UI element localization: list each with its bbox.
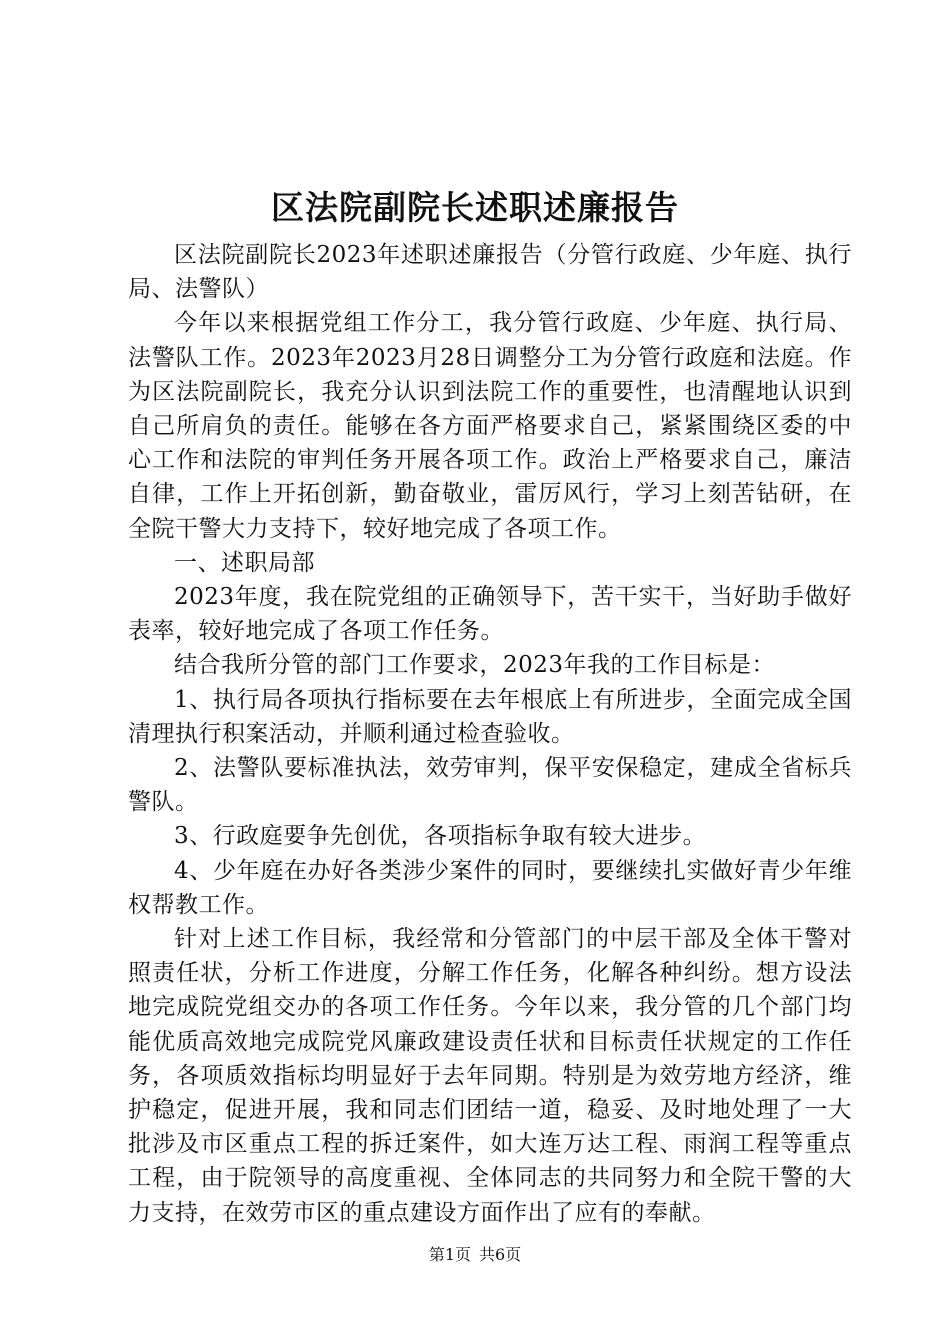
paragraph: 区法院副院长2023年述职述廉报告（分管行政庭、少年庭、执行局、法警队） <box>128 242 852 303</box>
list-item: 2、法警队要标准执法，效劳审判，保平安保稳定，建成全省标兵警队。 <box>128 755 852 816</box>
paragraph: 2023年度，我在院党组的正确领导下，苦干实干，当好助手做好表率，较好地完成了各项工作任务。 <box>128 584 852 645</box>
paragraph: 结合我所分管的部门工作要求，2023年我的工作目标是： <box>174 652 776 679</box>
list-item: 4、少年庭在办好各类涉少案件的同时，要继续扎实做好青少年维权帮教工作。 <box>128 857 852 918</box>
section-heading: 一、述职局部 <box>174 549 315 576</box>
document-title: 区法院副院长述职述廉报告 <box>271 188 679 227</box>
list-item: 1、执行局各项执行指标要在去年根底上有所进步，全面完成全国清理执行积案活动，并顺利通过检查验收。 <box>128 686 852 747</box>
paragraph: 针对上述工作目标，我经常和分管部门的中层干部及全体干警对照责任状，分析工作进度，分解工作任务，化解各种纠纷。想方设法地完成院党组交办的各项工作任务。今年以来，我分管的几个部门均能优质高效地完成院党风廉政建设责任状和目标责任状规定的工作任务，各项质效指标均明显好于去年同期。特别是为效劳地方经济，维护稳定，促进开展，我和同志们团结一道，稳妥、及时地处理了一大批涉及市区重点工程的拆迁案件，如大连万达工程、雨润工程等重点工程，由于院领导的高度重视、全体同志的共同努力和全院干警的大力支持，在效劳市区的重点建设方面作出了应有的奉献。 <box>128 926 852 1226</box>
page-footer <box>0 1244 950 1266</box>
list-item: 3、行政庭要争先创优，各项指标争取有较大进步。 <box>174 823 707 850</box>
paragraph: 今年以来根据党组工作分工，我分管行政庭、少年庭、执行局、法警队工作。2023年2023月28日调整分工为分管行政庭和法庭。作为区法院副院长，我充分认识到法院工作的重要性，也清醒地认识到自己所肩负的责任。能够在各方面严格要求自己，紧紧围绕区委的中心工作和法院的审判任务开展各项工作。政治上严格要求自己，廉洁自律，工作上开拓创新，勤奋敬业，雷厉风行，学习上刻苦钻研，在全院干警大力支持下，较好地完成了各项工作。 <box>128 310 852 542</box>
page-total: 共6页 <box>479 1245 522 1264</box>
document-body <box>128 238 852 1230</box>
page-number: 第1页 <box>428 1245 471 1264</box>
